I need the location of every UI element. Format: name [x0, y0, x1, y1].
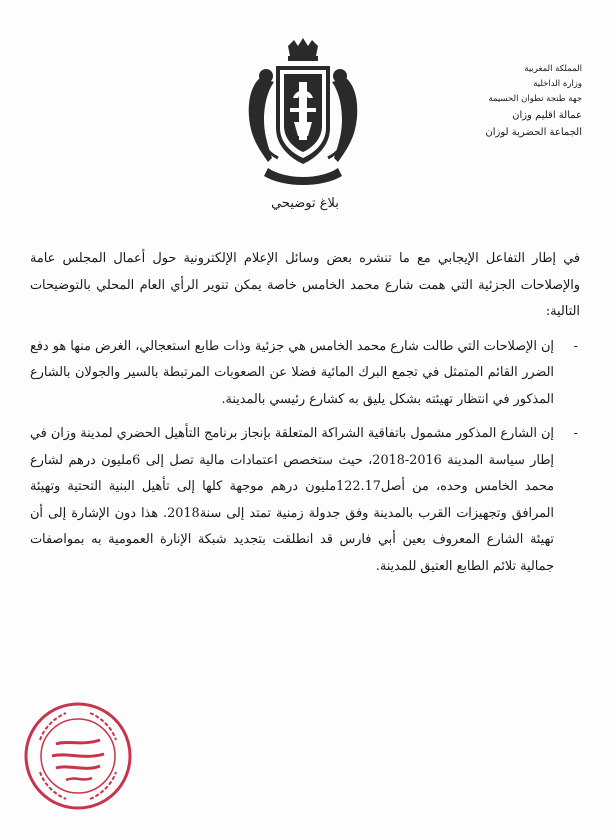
- letterhead-province: عمالة اقليم وزان: [512, 110, 582, 121]
- list-item: [30, 334, 580, 414]
- intro-paragraph: في إطار التفاعل الإيجابي مع ما تنشره بعض وسائل الإعلام الإلكترونية حول أعمال المجلس عامة والإصلاحات الجزئية التي همت شارع محمد الخامس خاصة يمكن تنوير الرأي العام المحلي بالتوضيحات التالية:: [30, 251, 580, 319]
- letterhead-region: جهة طنجة تطوان الحسيمة: [488, 94, 582, 104]
- letterhead-kingdom: المملكة المغربية: [524, 64, 582, 74]
- list-bullet: -: [573, 338, 578, 354]
- letterhead: [432, 62, 582, 141]
- document-body: [30, 246, 580, 580]
- official-stamp: [22, 700, 134, 812]
- letterhead-ministry: وزارة الداخلية: [533, 79, 582, 89]
- document-title: بلاغ توضيحي: [271, 196, 339, 211]
- list-bullet: -: [573, 426, 578, 441]
- royal-emblem-icon: [238, 38, 368, 188]
- list-item-text: إن الإصلاحات التي طالت شارع محمد الخامس هي جزئية وذات طابع استعجالي، الغرض منها هو دفع الضرر القائم المتمثل في تجمع البرك المائية فضلا عن الصعوبات المرتبطة بالسير والجولان بالشارع المذكور في انتظار تهيئته بشكل يليق به كشارع رئيسي بالمدينة.: [30, 338, 554, 407]
- signature-icon: [150, 690, 350, 750]
- letterhead-municipality: الجماعة الحضرية لوزان: [485, 127, 582, 138]
- list-item-text: إن الشارع المذكور مشمول باتفاقية الشراكة المتعلقة بإنجاز برنامج التأهيل الحضري لمدينة وزان في إطار سياسة المدينة 2016-2018، حيث ستخصص اعتمادات مالية تصل إلى 6مليون درهم لشارع محمد الخامس وحده، من أصل122.17مليون درهم موجهة كلها إلى تأهيل البنية التحتية وتهيئة المرافق وتجهيزات القرب بالمدينة وفق جدولة زمنية تمتد إلى سنة2018. هذا دون الإشارة إلى أن تهيئة الشارع المعروف بعين أبي فارس قد انطلقت بتجديد شبكة الإنارة العمومية به بمواصفات جمالية تلائم الطابع العتيق للمدينة.: [30, 426, 554, 574]
- list-item: [30, 421, 580, 580]
